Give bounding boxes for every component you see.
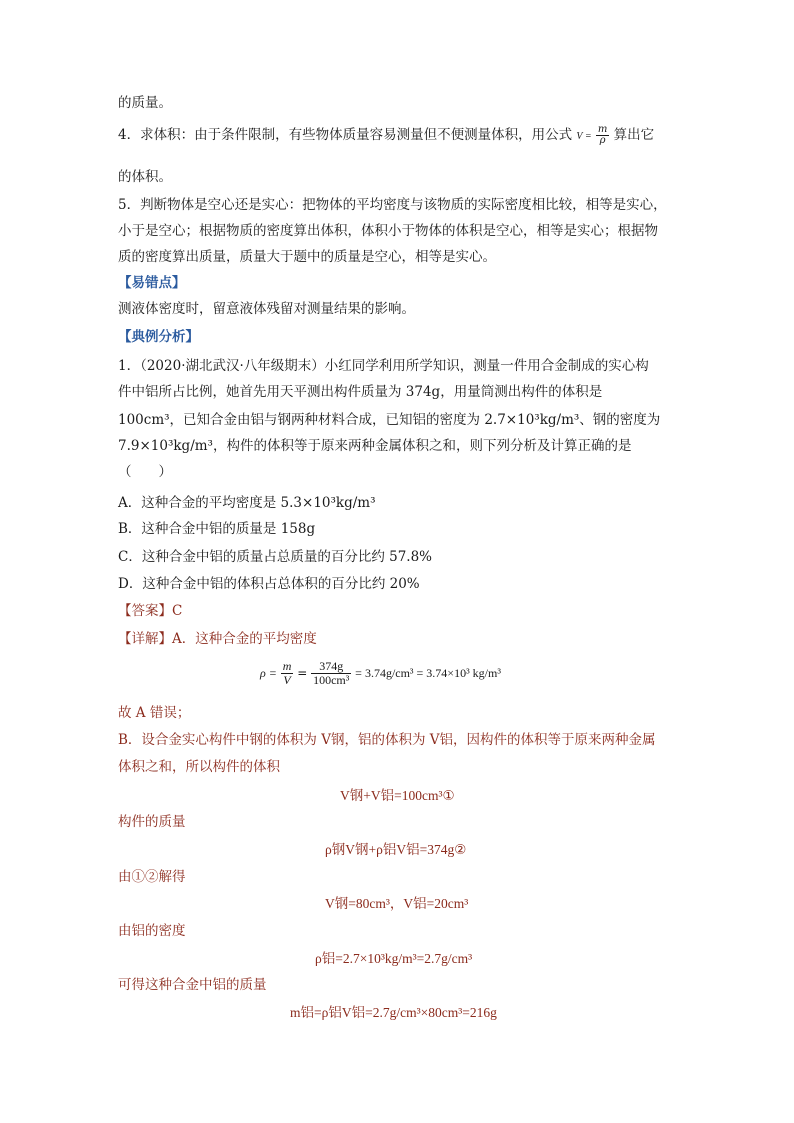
formula-fraction <box>596 125 609 146</box>
text-line: 的体积。 <box>118 169 172 185</box>
eq-equals: = <box>297 666 308 680</box>
detail-line <box>118 630 317 648</box>
formula-denominator: ρ <box>599 135 606 146</box>
text-line <box>118 125 654 146</box>
equation-al-mass: m铝=ρ铝V铝=2.7g/cm³×80cm³=216g <box>290 1005 497 1020</box>
eq-den-value: 100cm³ <box>313 673 350 687</box>
text-line: 的质量。 <box>118 95 172 111</box>
detail-line: B．设合金实心构件中钢的体积为 V钢，铝的体积为 V铝，因构件的体积等于原来两种金属 <box>118 732 656 748</box>
eq-den: V <box>283 673 291 687</box>
question-line: 件中铝所占比例，她首先用天平测出构件质量为 374g，用量筒测出构件的体积是 <box>118 384 603 400</box>
formula <box>576 124 613 146</box>
detail-label: 【详解】 <box>118 631 172 647</box>
equation-mass: ρ钢V钢+ρ铝V铝=374g② <box>325 842 467 857</box>
option-b: B．这种合金中铝的质量是 158g <box>118 521 316 537</box>
option-c: C．这种合金中铝的质量占总质量的百分比约 57.8% <box>118 549 433 565</box>
option-a: A．这种合金的平均密度是 5.3×10³kg/m³ <box>118 495 376 511</box>
equation-density <box>260 660 501 687</box>
eq-fraction-values <box>311 660 351 687</box>
detail-line: 故 A 错误； <box>118 705 191 721</box>
detail-line: 由铝的密度 <box>118 923 186 939</box>
eq-rhs: = 3.74g/cm³ = 3.74×10³ kg/m³ <box>355 666 501 680</box>
detail-line: 构件的质量 <box>118 814 186 830</box>
question-line: 100cm³，已知合金由铝与钢两种材料合成，已知铝的密度为 2.7×10³kg/m³、钢的密度为 <box>118 412 661 428</box>
text-line: 小于是空心；根据物质的密度算出体积，体积小于物体的体积是空心，相等是实心；根据物 <box>118 223 658 239</box>
option-d: D．这种合金中铝的体积占总体积的百分比约 20% <box>118 576 420 592</box>
text-segment: 4．求体积：由于条件限制，有些物体质量容易测量但不便测量体积，用公式 <box>118 127 573 143</box>
detail-text: A．这种合金的平均密度 <box>172 631 317 647</box>
question-line: 1．（2020·湖北武汉·八年级期末）小红同学利用所学知识，测量一件用合金制成的实心构 <box>118 358 649 374</box>
section-heading: 【典例分析】 <box>118 329 199 345</box>
equation-solution: V钢=80cm³，V铝=20cm³ <box>325 896 469 911</box>
question-line: 7.9×10³kg/m³，构件的体积等于原来两种金属体积之和，则下列分析及计算正确的是 <box>118 438 632 454</box>
eq-lhs: ρ = <box>260 666 277 680</box>
detail-line: 可得这种合金中铝的质量 <box>118 977 267 993</box>
formula-lhs: V = <box>576 131 592 142</box>
equation-volume: V钢+V铝=100cm³① <box>340 788 455 803</box>
text-segment: 算出它 <box>613 127 655 143</box>
equation-al-density: ρ铝=2.7×10³kg/m³=2.7g/cm³ <box>315 951 473 966</box>
text-line: 5．判断物体是空心还是实心：把物体的平均密度与该物质的实际密度相比较，相等是实心， <box>118 197 667 213</box>
eq-num-value: 374g <box>311 660 351 674</box>
text-line: 质的密度算出质量，质量大于题中的质量是空心，相等是实心。 <box>118 249 496 265</box>
section-heading: 【易错点】 <box>118 275 186 291</box>
formula-numerator: m <box>597 124 608 135</box>
eq-fraction-symbolic <box>281 660 294 687</box>
detail-line: 体积之和，所以构件的体积 <box>118 759 280 775</box>
detail-line: 由①②解得 <box>118 869 186 885</box>
eq-num: m <box>282 659 292 673</box>
answer: 【答案】C <box>118 603 183 619</box>
question-line: （ ） <box>118 464 172 480</box>
text-line: 测液体密度时，留意液体残留对测量结果的影响。 <box>118 301 415 317</box>
